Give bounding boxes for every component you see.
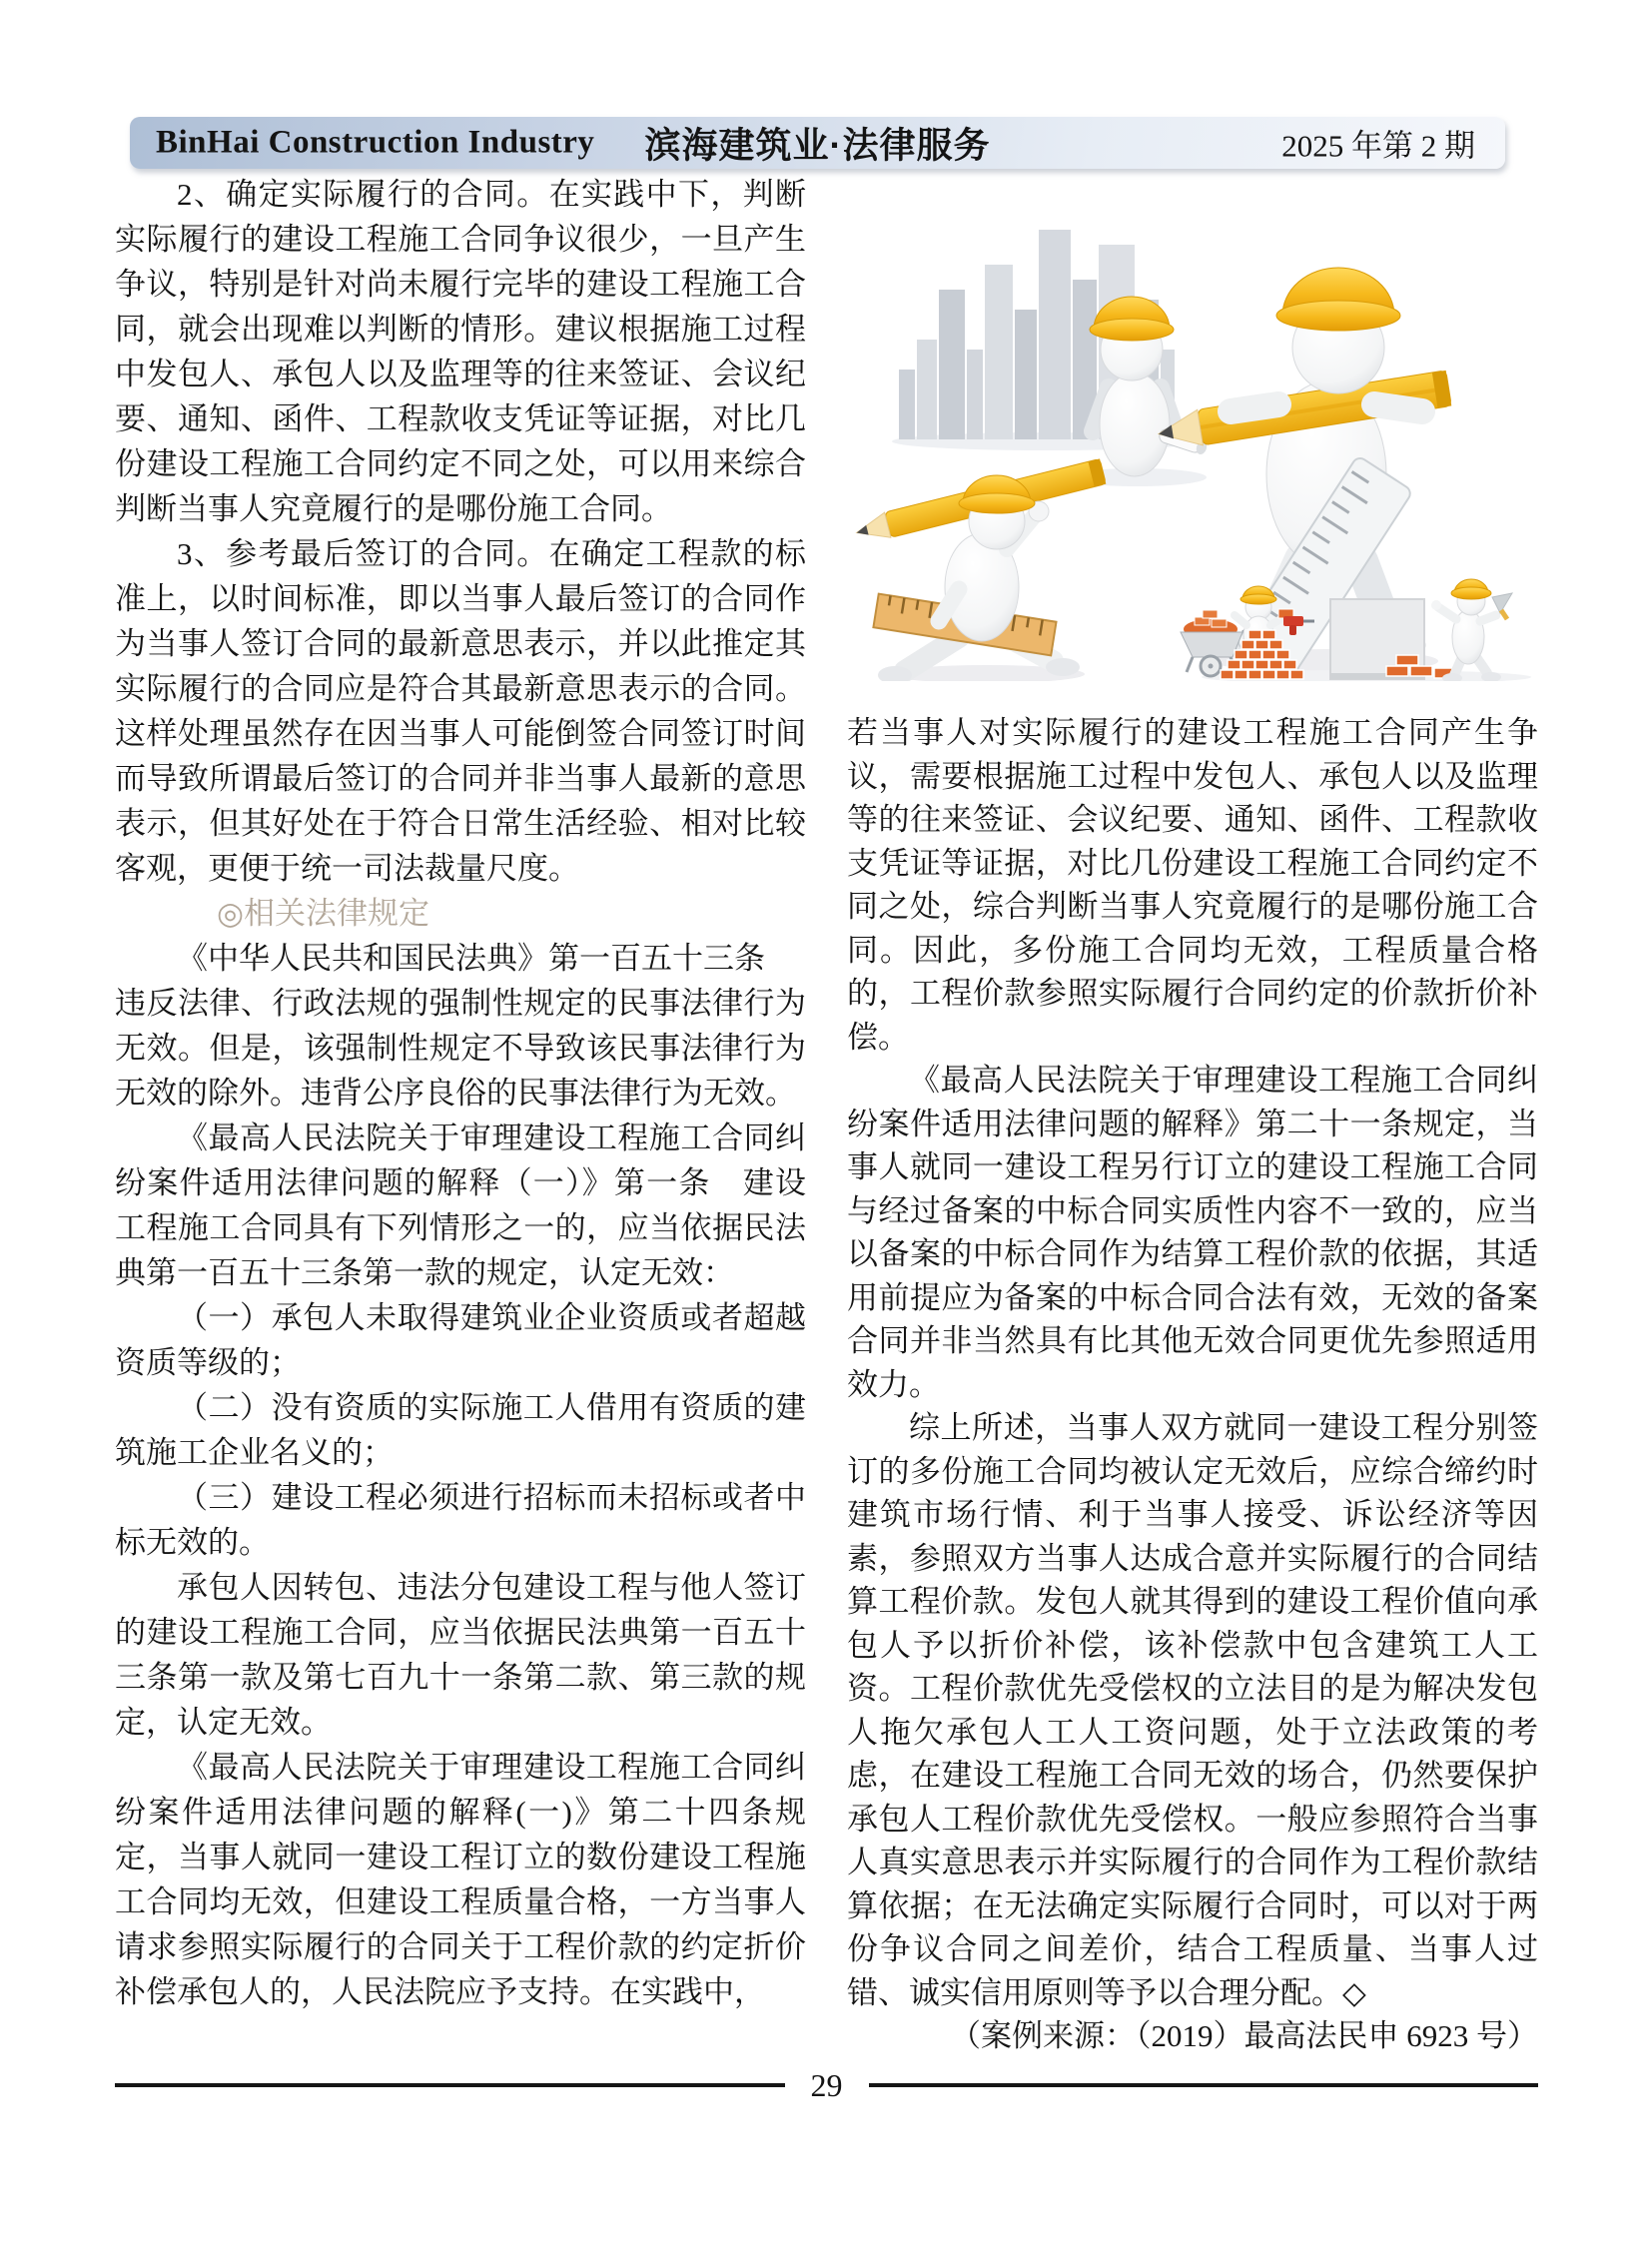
left-column [115,172,806,2014]
paragraph: 《最高人民法院关于审理建设工程施工合同纠纷案件适用法律问题的解释（一）》第一条 建设工程施工合同具有下列情形之一的，应当依据民法典第一百五十三条第一款的规定，认定无效： [115,1120,806,1290]
paragraph: （二）没有资质的实际施工人借用有资质的建筑施工企业名义的； [115,1390,806,1470]
hard-hat-icon [1276,301,1400,331]
paragraph: 违反法律、行政法规的强制性规定的民事法律行为无效。但是，该强制性规定不导致该民事法律行为无效的除外。违背公序良俗的民事法律行为无效。 [115,986,806,1111]
paragraph: 2、确定实际履行的合同。在实践中下，判断实际履行的建设工程施工合同争议很少，一旦产生争议，特别是针对尚未履行完毕的建设工程施工合同，就会出现难以判断的情形。建议根据施工过程中发包人、承包人以及监理等的往来签证、会议纪要、通知、函件、工程款收支凭证等证据，对比几份建设工程施工合同约定不同之处，可以用来综合判断当事人究竟履行的是哪份施工合同。 [115,177,806,526]
paragraph: 承包人因转包、违法分包建设工程与他人签订的建设工程施工合同，应当依据民法典第一百五十三条第一款及第七百九十一条第二款、第三款的规定，认定无效。 [115,1570,806,1740]
case-source-note: （案例来源：（2019）最高法民申 6923 号） [950,2018,1538,2053]
right-column [847,711,1538,2058]
plasterer-figure [1431,579,1512,681]
paragraph: 《中华人民共和国民法典》第一百五十三条 [177,941,765,976]
hard-hat-icon [1090,319,1174,341]
page-header-bar [130,117,1505,169]
issue-label: 2025 年第 2 期 [1281,128,1475,164]
footer-rule-right [869,2083,1539,2087]
hard-hat-icon [959,493,1035,513]
paragraph: （一）承包人未取得建筑业企业资质或者超越资质等级的； [115,1300,806,1380]
journal-english-title: BinHai Construction Industry [156,124,595,161]
page-number: 29 [810,2067,843,2103]
construction-illustration [847,170,1538,681]
paragraph: 综上所述，当事人双方就同一建设工程分别签订的多份施工合同均被认定无效后，应综合缔约时建筑市场行情、利于当事人接受、诉讼经济等因素，参照双方当事人达成合意并实际履行的合同结算工程价款。发包人就其得到的建设工程价值向承包人予以折价补偿，该补偿款中包含建筑工人工资。工程价款优先受偿权的立法目的是为解决发包人拖欠承包人工人工资问题，处于立法政策的考虑，在建设工程施工合同无效的场合，仍然要保护承包人工程价款优先受偿权。一般应参照符合当事人真实意思表示并实际履行的合同作为工程价款结算依据；在无法确定实际履行合同时，可以对于两份争议合同之间差价，结合工程质量、当事人过错、诚实信用原则等予以合理分配。◇ [847,1410,1538,2010]
page-footer [115,2065,1538,2105]
footer-rule-left [115,2083,785,2087]
paragraph: 《最高人民法院关于审理建设工程施工合同纠纷案件适用法律问题的解释(一)》第二十四条规定，当事人就同一建设工程订立的数份建设工程施工合同均无效，但建设工程质量合格，一方当事人请求参照实际履行的合同关于工程价款的约定折价补偿承包人的，人民法院应予支持。在实践中， [115,1750,806,2009]
running-worker-figure [854,458,1107,681]
hard-hat-icon [1451,587,1491,599]
section-heading-related-laws: ◎相关法律规定 [217,896,430,931]
paragraph: （三）建设工程必须进行招标而未招标或者中标无效的。 [115,1480,806,1560]
paragraph: 若当事人对实际履行的建设工程施工合同产生争议，需要根据施工过程中发包人、承包人以及监理等的往来签证、会议纪要、通知、函件、工程款收支凭证等证据，对比几份建设工程施工合同约定不同之处，综合判断当事人究竟履行的是哪份施工合同。因此，多份施工合同均无效，工程质量合格的，工程价款参照实际履行合同约定的价款折价补偿。 [847,715,1538,1055]
paragraph: 3、参考最后签订的合同。在确定工程款的标准上，以时间标准，即以当事人最后签订的合同作为当事人签订合同的最新意思表示，并以此推定其实际履行的合同应是符合其最新意思表示的合同。这样处理虽然存在因当事人可能倒签合同签订时间而导致所谓最后签订的合同并非当事人最新的意思表示，但其好处在于符合日常生活经验、相对比较客观，更便于统一司法裁量尺度。 [115,536,806,886]
paragraph: 《最高人民法院关于审理建设工程施工合同纠纷案件适用法律问题的解释》第二十一条规定，当事人就同一建设工程另行订立的建设工程施工合同与经过备案的中标合同实质性内容不一致的，应当以备案的中标合同作为结算工程价款的依据，其适用前提应为备案的中标合同合法有效，无效的备案合同并非当然具有比其他无效合同更优先参照适用效力。 [847,1063,1538,1402]
journal-chinese-title: 滨海建筑业·法律服务 [644,124,991,166]
